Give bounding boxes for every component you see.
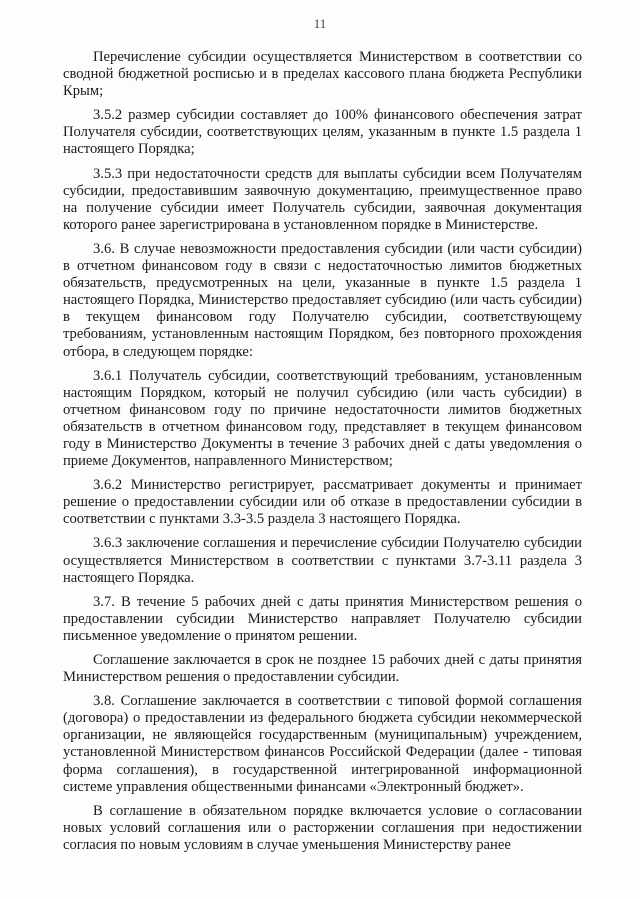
paragraph-3-5-3: 3.5.3 при недостаточности средств для выплаты субсидии всем Получателям субсидии, предоставившим заявочную документацию, преимущественное право на получение субсидии имеет Получатель субсидии, заявочная документация которого ранее зарегистрирована в установленном порядке в Министерстве. [63, 165, 582, 233]
paragraph-3-6-3: 3.6.3 заключение соглашения и перечисление субсидии Получателю субсидии осуществляется Министерством в соответствии с пунктами 3.7-3.11 раздела 3 настоящего Порядка. [63, 535, 582, 586]
document-body [63, 49, 582, 861]
paragraph-3-8: 3.8. Соглашение заключается в соответствии с типовой формой соглашения (договора) о предоставлении из федерального бюджета субсидии некоммерческой организации, не являющейся государственным (муниципальным) учреждением, установленной Министерством финансов Российской Федерации (далее - типовая форма соглашения), в государственной интегрированной информационной системе управления общественными финансами «Электронный бюджет». [63, 693, 582, 795]
page-number: 11 [313, 16, 327, 31]
paragraph-agreement-deadline: Соглашение заключается в срок не позднее 15 рабочих дней с даты принятия Министерством решения о предоставлении субсидии. [63, 652, 582, 686]
paragraph-3-5-2: 3.5.2 размер субсидии составляет до 100% финансового обеспечения затрат Получателя субсидии, соответствующих целям, указанным в пункте 1.5 раздела 1 настоящего Порядка; [63, 107, 582, 158]
paragraph-3-6-2: 3.6.2 Министерство регистрирует, рассматривает документы и принимает решение о предоставлении субсидии или об отказе в предоставлении субсидии в соответствии с пунктами 3.3-3.5 раздела 3 настоящего Порядка. [63, 477, 582, 528]
paragraph-mandatory-condition: В соглашение в обязательном порядке включается условие о согласовании новых условий соглашения или о расторжении соглашения при недостижении согласия по новым условиям в случае уменьшения Министерству ранее [63, 802, 582, 853]
paragraph-transfer-of-subsidy: Перечисление субсидии осуществляется Министерством в соответствии со сводной бюджетной росписью и в пределах кассового плана бюджета Республики Крым; [63, 49, 582, 100]
paragraph-3-6-1: 3.6.1 Получатель субсидии, соответствующий требованиям, установленным настоящим Порядком, который не получил субсидию (или часть субсидии) в отчетном финансовом году по причине недостаточности лимитов бюджетных обязательств в отчетном финансовом году, представляет в текущем финансовом году в Министерство Документы в течение 3 рабочих дней с даты уведомления о приеме Документов, направленного Министерством; [63, 367, 582, 470]
paragraph-3-7: 3.7. В течение 5 рабочих дней с даты принятия Министерством решения о предоставлении субсидии Министерство направляет Получателю субсидии письменное уведомление о принятом решении. [63, 593, 582, 644]
paragraph-3-6: 3.6. В случае невозможности предоставления субсидии (или части субсидии) в отчетном финансовом году в связи с недостаточностью лимитов бюджетных обязательств, предусмотренных на цели, указанные в пункте 1.5 раздела 1 настоящего Порядка, Министерство предоставляет субсидию (или часть субсидии) в текущем финансовом году Получателю субсидии, соответствующему требованиям, установленным настоящим Порядком, без повторного прохождения отбора, в следующем порядке: [63, 240, 582, 360]
